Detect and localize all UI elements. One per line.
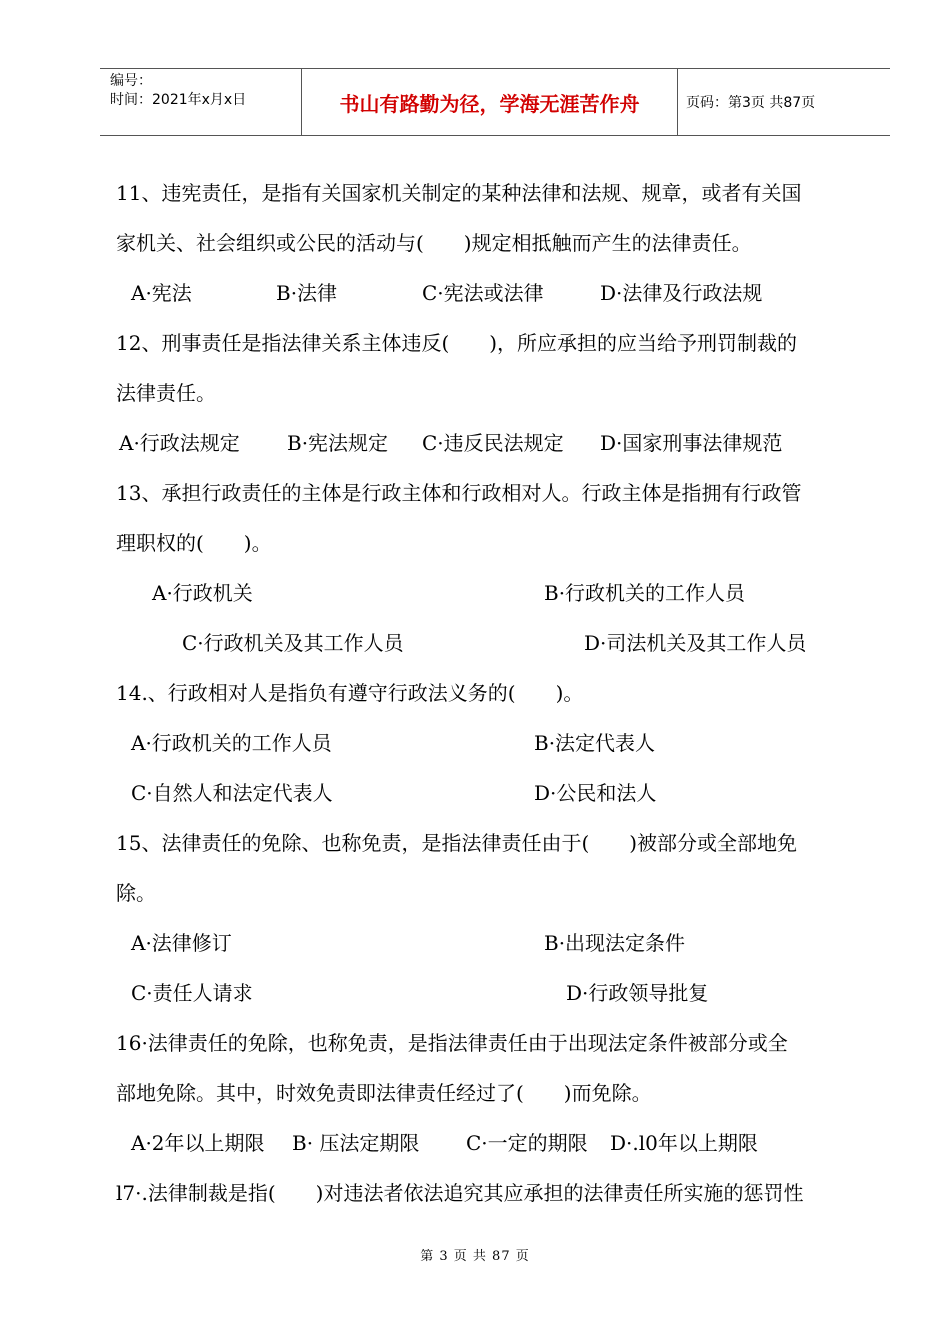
question-13-options-row-2 [116, 618, 880, 668]
option-c: C·责任人请求 [131, 981, 253, 1005]
question-11-options [116, 268, 880, 318]
option-c: C·一定的期限 [466, 1131, 588, 1155]
option-c: C·自然人和法定代表人 [131, 781, 333, 805]
question-13-options-row-1 [116, 568, 880, 618]
option-a: A·行政机关 [152, 581, 253, 605]
header-page-info: 页码：第3页 共87页 [686, 95, 816, 111]
document-header [100, 68, 890, 136]
option-d: D·公民和法人 [534, 781, 657, 805]
question-14-options-row-2 [116, 768, 880, 818]
question-15-options-row-1 [116, 918, 880, 968]
question-17-line-1: l7·.法律制裁是指( )对违法者依法追究其应承担的法律责任所实施的惩罚性 [116, 1181, 804, 1205]
option-a: A·行政机关的工作人员 [131, 731, 332, 755]
option-b: B· 压法定期限 [292, 1131, 420, 1155]
time-label: 时间：2021年x月x日 [110, 92, 247, 108]
question-15-line-2: 除。 [116, 881, 156, 905]
option-b: B·出现法定条件 [544, 931, 686, 955]
question-15-line-1: 15、法律责任的免除、也称免责，是指法律责任由于( )被部分或全部地免 [116, 831, 798, 855]
question-11-line-1: 11、违宪责任，是指有关国家机关制定的某种法律和法规、规章，或者有关国 [116, 181, 802, 205]
question-12-options [116, 418, 880, 468]
header-meta [100, 69, 302, 135]
page-footer: 第 3 页 共 87 页 [420, 1249, 530, 1264]
option-c: C·违反民法规定 [422, 431, 564, 455]
question-16-line-1: 16·法律责任的免除，也称免责，是指法律责任由于出现法定条件被部分或全 [116, 1031, 788, 1055]
question-16-line-2: 部地免除。其中，时效免责即法律责任经过了( )而免除。 [116, 1081, 652, 1105]
option-d: D·法律及行政法规 [600, 281, 763, 305]
option-a: A·法律修订 [131, 931, 232, 955]
question-12-line-1: 12、刑事责任是指法律关系主体违反( )，所应承担的应当给予刑罚制裁的 [116, 331, 798, 355]
option-d: D·国家刑事法律规范 [600, 431, 783, 455]
option-c: C·行政机关及其工作人员 [182, 631, 404, 655]
option-a: A·行政法规定 [119, 431, 240, 455]
header-slogan: 书山有路勤为径，学海无涯苦作舟 [302, 69, 678, 135]
question-12-line-2: 法律责任。 [116, 381, 216, 405]
question-14-line-1: 14.、行政相对人是指负有遵守行政法义务的( )。 [116, 681, 584, 705]
option-c: C·宪法或法律 [422, 281, 544, 305]
option-d: D·司法机关及其工作人员 [584, 631, 807, 655]
question-14-options-row-1 [116, 718, 880, 768]
option-b: B·宪法规定 [287, 431, 389, 455]
option-a: A·宪法 [131, 281, 192, 305]
question-11-line-2: 家机关、社会组织或公民的活动与( )规定相抵触而产生的法律责任。 [116, 231, 752, 255]
question-13-line-2: 理职权的( )。 [116, 531, 272, 555]
option-d: D·.l0年以上期限 [610, 1131, 758, 1155]
option-b: B·法律 [276, 281, 338, 305]
question-13-line-1: 13、承担行政责任的主体是行政主体和行政相对人。行政主体是指拥有行政管 [116, 481, 802, 505]
option-d: D·行政领导批复 [566, 981, 709, 1005]
question-15-options-row-2 [116, 968, 880, 1018]
question-list [116, 168, 880, 1218]
option-a: A·2年以上期限 [131, 1131, 265, 1155]
option-b: B·法定代表人 [534, 731, 656, 755]
option-b: B·行政机关的工作人员 [544, 581, 746, 605]
question-16-options [116, 1118, 880, 1168]
serial-number-label: 编号： [110, 73, 152, 89]
